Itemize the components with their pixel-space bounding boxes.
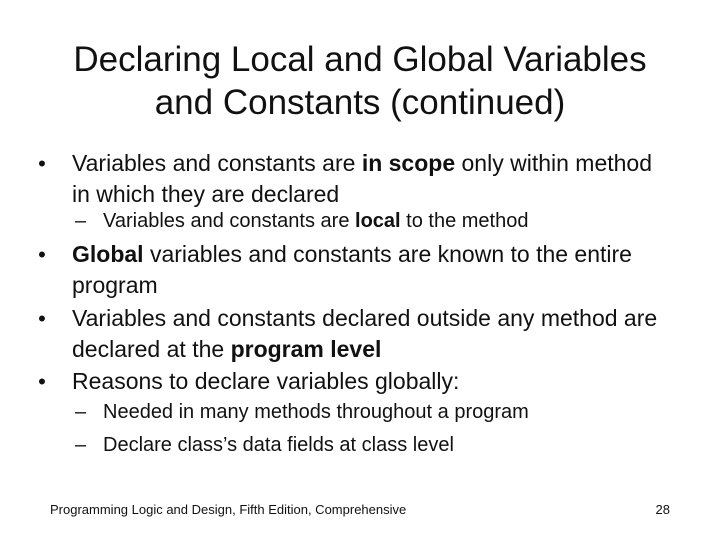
bullet-text: variables and constants are known to the entire program [72, 241, 632, 298]
slide-title-line-2: and Constants (continued) [154, 83, 566, 122]
sub-bullet-item [75, 207, 693, 235]
slide-title-line-1: Declaring Local and Global Variables [73, 40, 647, 79]
bullet-item [38, 239, 662, 301]
sub-bullet-item [75, 398, 693, 426]
bullet-emphasis: program level [230, 336, 382, 362]
bullet-text: Declare class’s data fields at class level [103, 434, 454, 456]
bullet-emphasis: Global [72, 241, 144, 267]
bullet-item [38, 303, 662, 365]
bullet-marker: • [38, 369, 46, 394]
bullet-text: Needed in many methods throughout a program [103, 401, 529, 423]
bullet-item [38, 148, 662, 210]
sub-bullet-marker: – [75, 210, 87, 232]
bullet-text: to the method [400, 210, 529, 232]
bullet-item [38, 366, 662, 397]
sub-bullet-marker: – [75, 434, 87, 456]
bullet-marker: • [38, 306, 46, 331]
bullet-text: Variables and constants declared outside any method are declared at the [72, 305, 658, 362]
slide-title [30, 38, 690, 124]
slide-footer: Programming Logic and Design, Fifth Edition, Comprehensive [50, 502, 407, 517]
sub-bullet-marker: – [75, 401, 87, 423]
bullet-marker: • [38, 242, 46, 267]
bullet-text: Variables and constants are [103, 210, 356, 232]
bullet-text: only within method in which they are declared [72, 150, 653, 207]
bullet-marker: • [38, 151, 46, 176]
page-number: 28 [655, 502, 670, 517]
bullet-text: Variables and constants are [72, 150, 362, 176]
bullet-emphasis: in scope [361, 150, 456, 176]
bullet-emphasis: local [355, 210, 401, 232]
sub-bullet-item [75, 431, 693, 459]
bullet-text: Reasons to declare variables globally: [72, 368, 460, 394]
